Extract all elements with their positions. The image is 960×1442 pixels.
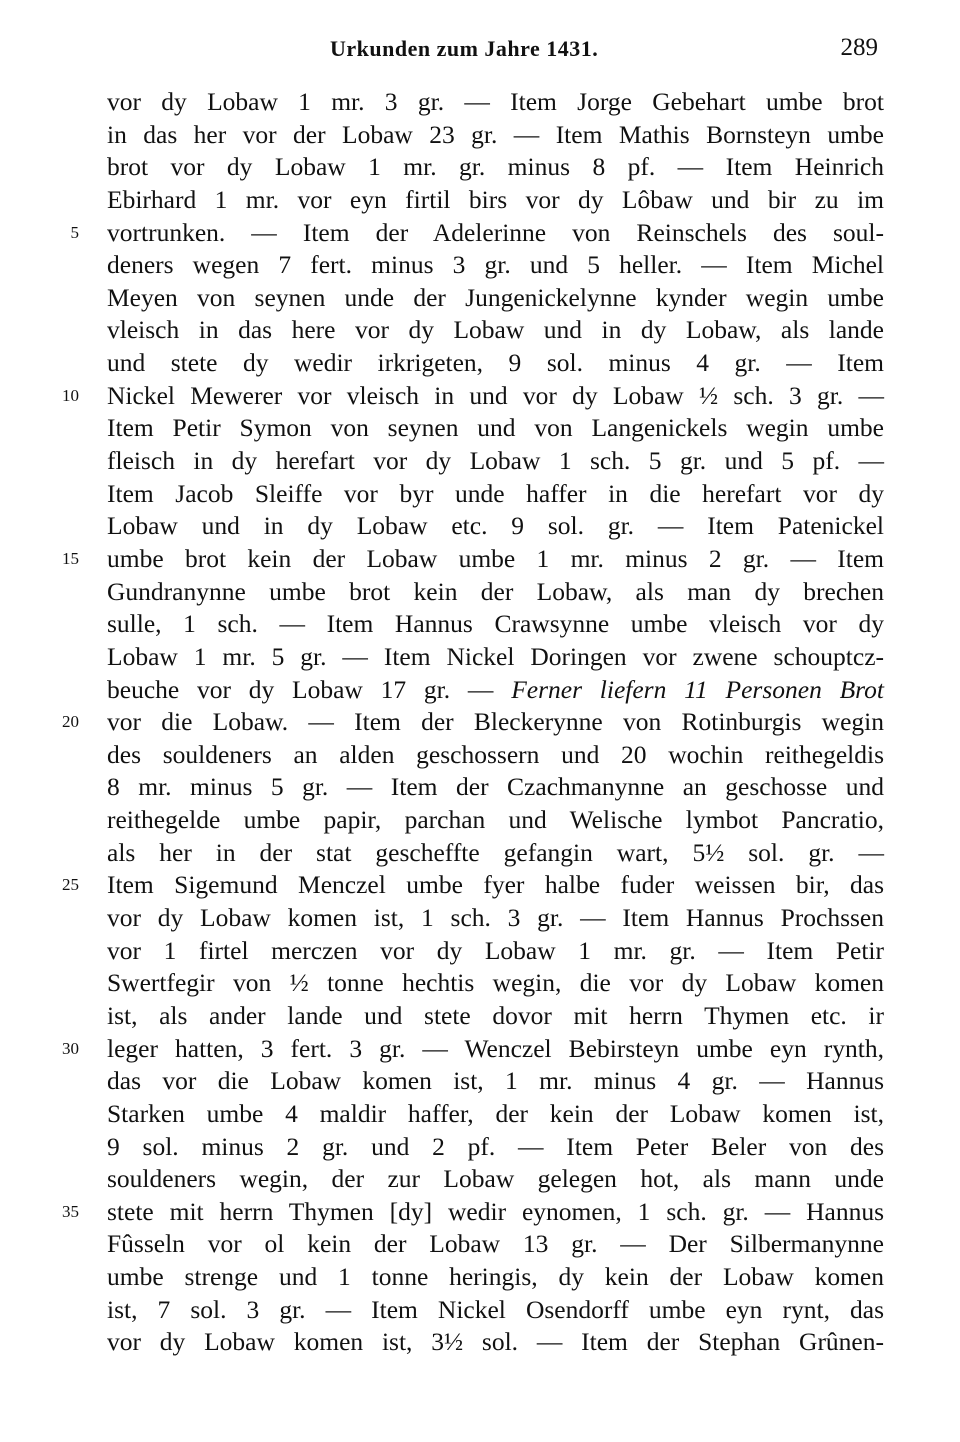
text-line [62,543,884,576]
text-line [107,478,884,511]
text-line [107,510,884,543]
text-line [107,1098,884,1131]
line-number: 20 [62,712,79,732]
text-line [107,1326,884,1359]
text-line [107,184,884,217]
line-text: als her in der stat gescheffte gefangin wart, 5½ sol. gr. — [107,837,884,867]
line-text: das vor die Lobaw komen ist, 1 mr. minus 4 gr. — Hannus [107,1066,884,1096]
line-text: Starken umbe 4 maldir haffer, der kein der Lobaw komen ist, [107,1098,884,1128]
text-line [107,576,884,609]
text-line [107,608,884,641]
line-text: vor dy Lobaw komen ist, 3½ sol. — Item der Stephan Grûnen- [107,1327,884,1357]
text-line [107,1131,884,1164]
line-text: sulle, 1 sch. — Item Hannus Crawsynne umbe vleisch vor dy [107,609,884,639]
text-line [107,314,884,347]
running-head: Urkunden zum Jahre 1431. [330,36,599,61]
line-text: umbe brot kein der Lobaw umbe 1 mr. minus 2 gr. — Item [107,543,884,573]
line-text: souldeners wegin, der zur Lobaw gelegen hot, als mann unde [107,1164,884,1194]
text-line [107,1261,884,1294]
line-text: beuche vor dy Lobaw 17 gr. — [107,674,512,704]
text-line [62,706,884,739]
line-text: in das her vor der Lobaw 23 gr. — Item Mathis Bornsteyn umbe [107,119,884,149]
line-text: und stete dy wedir irkrigeten, 9 sol. minus 4 gr. — Item [107,348,884,378]
text-line [62,1196,884,1229]
text-line [107,967,884,1000]
text-line [62,1033,884,1066]
text-line [107,739,884,772]
text-line [107,1000,884,1033]
text-line [107,1228,884,1261]
line-text: 9 sol. minus 2 gr. und 2 pf. — Item Peter Beler von des [107,1131,884,1161]
text-line [70,217,884,250]
line-text: ist, 7 sol. 3 gr. — Item Nickel Osendorff umbe eyn rynt, das [107,1294,884,1324]
text-line [107,1163,884,1196]
line-text: vor dy Lobaw 1 mr. 3 gr. — Item Jorge Gebehart umbe brot [107,87,884,116]
text-line [107,1065,884,1098]
line-text: 8 mr. minus 5 gr. — Item der Czachmanynne an geschosse und [107,772,884,802]
line-text: umbe strenge und 1 tonne heringis, dy kein der Lobaw komen [107,1262,884,1292]
line-text: Swertfegir von ½ tonne hechtis wegin, die vor dy Lobaw komen [107,968,884,998]
line-text: Item Sigemund Menczel umbe fyer halbe fuder weissen bir, das [107,870,884,900]
line-text: des souldeners an alden geschossern und 20 wochin reithegeldis [107,739,884,769]
line-text: Lobaw und in dy Lobaw etc. 9 sol. gr. — Item Patenickel [107,511,884,541]
text-line [107,674,884,707]
line-number: 35 [62,1201,79,1221]
text-line [107,771,884,804]
line-text: fleisch in dy herefart vor dy Lobaw 1 sch. 5 gr. und 5 pf. — [107,446,884,476]
line-text: Meyen von seynen unde der Jungenickelynne kynder wegin umbe [107,282,884,312]
body-text [62,86,884,1359]
text-line [107,151,884,184]
line-text: vor 1 firtel merczen vor dy Lobaw 1 mr. gr. — Item Petir [107,935,884,965]
line-text: Lobaw 1 mr. 5 gr. — Item Nickel Doringen vor zwene schouptcz- [107,641,884,671]
line-number: 30 [62,1038,79,1058]
text-line [107,86,884,119]
text-line [107,445,884,478]
line-number: 5 [70,222,79,242]
text-line [107,119,884,152]
page-number: 289 [840,34,878,61]
line-text: vor die Lobaw. — Item der Bleckerynne von Rotinburgis wegin [107,707,884,737]
text-line [107,837,884,870]
line-number: 10 [62,385,79,405]
text-line [107,347,884,380]
text-line [107,935,884,968]
line-text: reithegelde umbe papir, parchan und Welische lymbot Pancratio, [107,805,884,835]
line-text: leger hatten, 3 fert. 3 gr. — Wenczel Bebirsteyn umbe eyn rynth, [107,1033,884,1063]
line-text: vleisch in das here vor dy Lobaw und in dy Lobaw, als lande [107,315,884,345]
editorial-italic-note: Ferner liefern 11 Personen Brot [511,674,884,704]
line-text: Ebirhard 1 mr. vor eyn firtil birs vor dy Lôbaw und bir zu im [107,184,884,214]
line-number: 25 [62,875,79,895]
line-text: vortrunken. — Item der Adelerinne von Reinschels des soul- [107,217,884,247]
text-line [62,869,884,902]
line-text: Gundranynne umbe brot kein der Lobaw, als man dy brechen [107,576,884,606]
line-text: stete mit herrn Thymen [dy] wedir eynomen, 1 sch. gr. — Hannus [107,1196,884,1226]
text-line [107,249,884,282]
line-text: ist, als ander lande und stete dovor mit herrn Thymen etc. ir [107,1000,884,1030]
text-line [107,641,884,674]
line-text: vor dy Lobaw komen ist, 1 sch. 3 gr. — Item Hannus Prochssen [107,903,884,933]
text-line [107,1294,884,1327]
line-number: 15 [62,548,79,568]
line-text: brot vor dy Lobaw 1 mr. gr. minus 8 pf. — Item Heinrich [107,152,884,182]
line-text: Item Petir Symon von seynen und von Langenickels wegin umbe [107,413,884,443]
text-line [107,412,884,445]
text-line [62,380,884,413]
line-text: Fûsseln vor ol kein der Lobaw 13 gr. — Der Silbermanynne [107,1229,884,1259]
line-text: Nickel Mewerer vor vleisch in und vor dy Lobaw ½ sch. 3 gr. — [107,380,884,410]
line-text: Item Jacob Sleiffe vor byr unde haffer in die herefart vor dy [107,478,884,508]
text-line [107,902,884,935]
text-line [107,804,884,837]
text-line [107,282,884,315]
line-text: deners wegen 7 fert. minus 3 gr. und 5 heller. — Item Michel [107,250,884,280]
